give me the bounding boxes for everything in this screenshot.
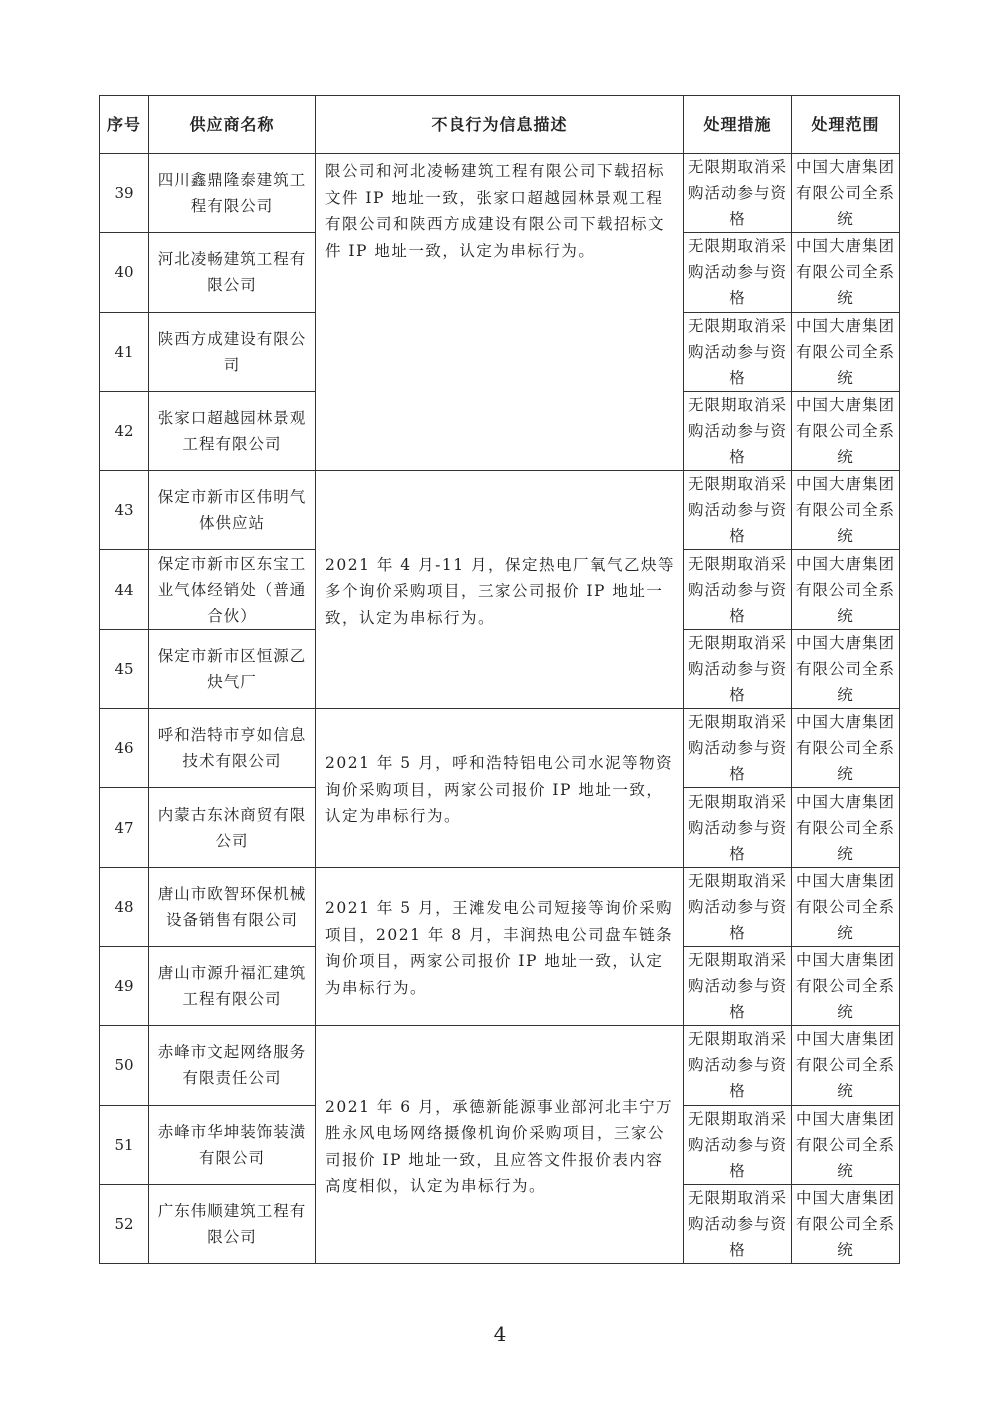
row-scope: 中国大唐集团有限公司全系统 (792, 788, 900, 867)
row-supplier: 内蒙古东沐商贸有限公司 (149, 788, 316, 867)
header-seq: 序号 (100, 96, 149, 154)
row-description: 2021 年 5 月，呼和浩特铝电公司水泥等物资询价采购项目，两家公司报价 IP 地址一致，认定为串标行为。 (316, 709, 684, 868)
table-row (100, 1026, 900, 1105)
row-seq: 52 (100, 1184, 149, 1263)
row-measure: 无限期取消采购活动参与资格 (684, 1026, 792, 1105)
table-header-row (100, 96, 900, 154)
row-scope: 中国大唐集团有限公司全系统 (792, 312, 900, 391)
row-supplier: 赤峰市文起网络服务有限责任公司 (149, 1026, 316, 1105)
row-measure: 无限期取消采购活动参与资格 (684, 391, 792, 470)
row-scope: 中国大唐集团有限公司全系统 (792, 709, 900, 788)
blacklist-table (99, 95, 900, 1264)
row-seq: 43 (100, 471, 149, 550)
row-measure: 无限期取消采购活动参与资格 (684, 788, 792, 867)
header-supplier: 供应商名称 (149, 96, 316, 154)
row-seq: 46 (100, 709, 149, 788)
row-measure: 无限期取消采购活动参与资格 (684, 312, 792, 391)
header-measure: 处理措施 (684, 96, 792, 154)
row-description: 2021 年 4 月-11 月，保定热电厂氧气乙炔等多个询价采购项目，三家公司报价 IP 地址一致，认定为串标行为。 (316, 471, 684, 709)
row-measure: 无限期取消采购活动参与资格 (684, 867, 792, 946)
row-description: 限公司和河北凌畅建筑工程有限公司下载招标文件 IP 地址一致，张家口超越园林景观工程有限公司和陕西方成建设有限公司下载招标文件 IP 地址一致，认定为串标行为。 (316, 154, 684, 471)
row-seq: 45 (100, 629, 149, 708)
row-scope: 中国大唐集团有限公司全系统 (792, 867, 900, 946)
row-scope: 中国大唐集团有限公司全系统 (792, 629, 900, 708)
row-measure: 无限期取消采购活动参与资格 (684, 946, 792, 1025)
row-seq: 47 (100, 788, 149, 867)
row-description: 2021 年 5 月，王滩发电公司短接等询价采购项目，2021 年 8 月，丰润热电公司盘车链条询价项目，两家公司报价 IP 地址一致，认定为串标行为。 (316, 867, 684, 1026)
row-supplier: 河北凌畅建筑工程有限公司 (149, 233, 316, 312)
row-seq: 48 (100, 867, 149, 946)
header-scope: 处理范围 (792, 96, 900, 154)
row-supplier: 唐山市欧智环保机械设备销售有限公司 (149, 867, 316, 946)
row-seq: 39 (100, 154, 149, 233)
page-number: 4 (493, 1322, 507, 1346)
row-measure: 无限期取消采购活动参与资格 (684, 709, 792, 788)
table-row (100, 709, 900, 788)
row-seq: 41 (100, 312, 149, 391)
row-supplier: 张家口超越园林景观工程有限公司 (149, 391, 316, 470)
row-supplier: 赤峰市华坤装饰装潢有限公司 (149, 1105, 316, 1184)
row-supplier: 呼和浩特市亨如信息技术有限公司 (149, 709, 316, 788)
row-scope: 中国大唐集团有限公司全系统 (792, 1105, 900, 1184)
row-measure: 无限期取消采购活动参与资格 (684, 1105, 792, 1184)
row-scope: 中国大唐集团有限公司全系统 (792, 154, 900, 233)
row-scope: 中国大唐集团有限公司全系统 (792, 233, 900, 312)
row-scope: 中国大唐集团有限公司全系统 (792, 550, 900, 629)
row-seq: 50 (100, 1026, 149, 1105)
row-scope: 中国大唐集团有限公司全系统 (792, 471, 900, 550)
row-scope: 中国大唐集团有限公司全系统 (792, 1026, 900, 1105)
table-row (100, 471, 900, 550)
row-supplier: 唐山市源升福汇建筑工程有限公司 (149, 946, 316, 1025)
row-measure: 无限期取消采购活动参与资格 (684, 629, 792, 708)
header-description: 不良行为信息描述 (316, 96, 684, 154)
row-measure: 无限期取消采购活动参与资格 (684, 471, 792, 550)
row-measure: 无限期取消采购活动参与资格 (684, 154, 792, 233)
row-supplier: 保定市新市区恒源乙炔气厂 (149, 629, 316, 708)
row-description: 2021 年 6 月，承德新能源事业部河北丰宁万胜永风电场网络摄像机询价采购项目，三家公司报价 IP 地址一致，且应答文件报价表内容高度相似，认定为串标行为。 (316, 1026, 684, 1264)
row-supplier: 四川鑫鼎隆泰建筑工程有限公司 (149, 154, 316, 233)
row-scope: 中国大唐集团有限公司全系统 (792, 391, 900, 470)
row-supplier: 陕西方成建设有限公司 (149, 312, 316, 391)
row-measure: 无限期取消采购活动参与资格 (684, 550, 792, 629)
row-seq: 40 (100, 233, 149, 312)
row-measure: 无限期取消采购活动参与资格 (684, 1184, 792, 1263)
row-measure: 无限期取消采购活动参与资格 (684, 233, 792, 312)
row-seq: 51 (100, 1105, 149, 1184)
table-row (100, 154, 900, 233)
row-supplier: 保定市新市区伟明气体供应站 (149, 471, 316, 550)
table-row (100, 867, 900, 946)
row-seq: 42 (100, 391, 149, 470)
row-seq: 49 (100, 946, 149, 1025)
row-scope: 中国大唐集团有限公司全系统 (792, 946, 900, 1025)
row-supplier: 广东伟顺建筑工程有限公司 (149, 1184, 316, 1263)
row-seq: 44 (100, 550, 149, 629)
row-supplier: 保定市新市区东宝工业气体经销处（普通合伙） (149, 550, 316, 629)
row-scope: 中国大唐集团有限公司全系统 (792, 1184, 900, 1263)
